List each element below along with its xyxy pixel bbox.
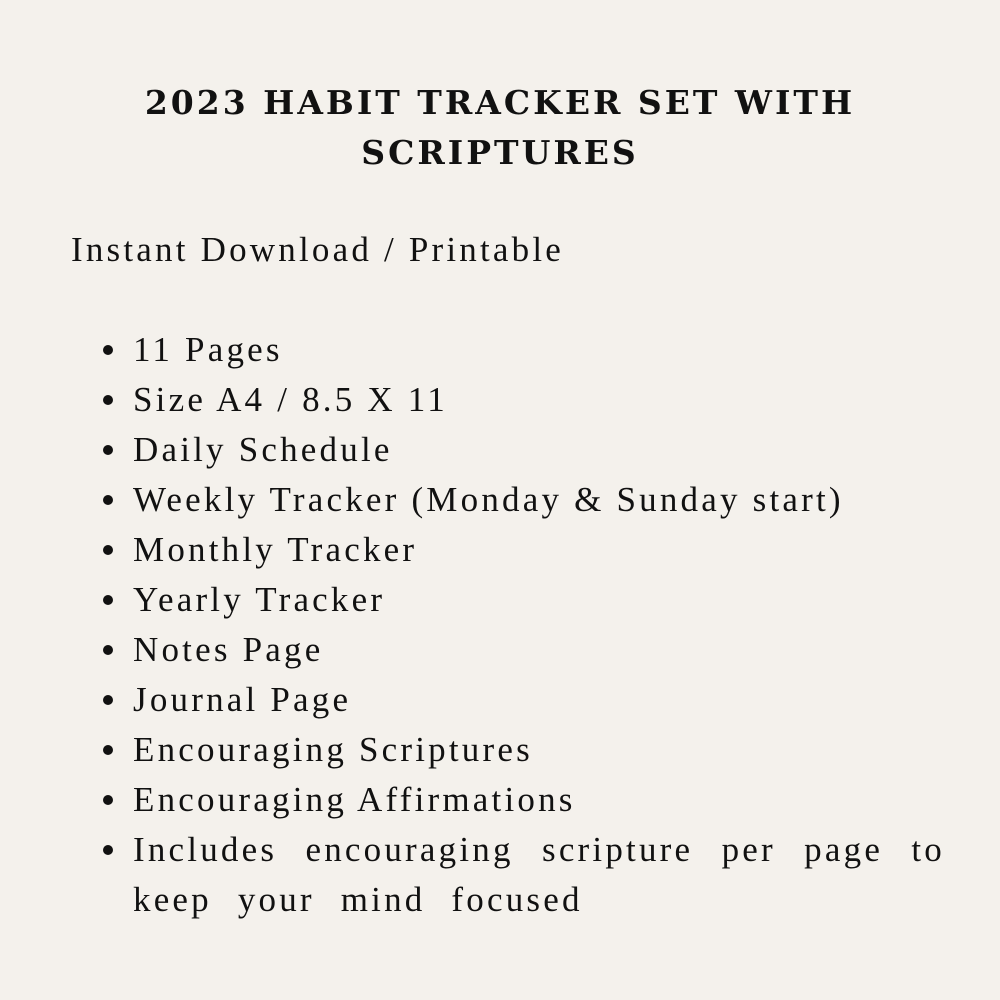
page-title-line-2: SCRIPTURES	[361, 133, 639, 172]
list-item	[100, 825, 945, 925]
bullet-icon	[103, 595, 113, 605]
list-item-label: Includes encouraging scripture per page to keep your mind focused	[133, 830, 945, 919]
list-item	[100, 475, 945, 525]
list-item	[100, 375, 945, 425]
bullet-icon	[103, 445, 113, 455]
list-item	[100, 625, 945, 675]
list-item-label: Encouraging Scriptures	[133, 730, 533, 769]
page-title-line-1: 2023 HABIT TRACKER SET WITH	[144, 83, 856, 122]
bullet-icon	[103, 545, 113, 555]
list-item-label: Weekly Tracker (Monday & Sunday start)	[133, 480, 844, 519]
list-item-label: Notes Page	[133, 630, 324, 669]
list-item	[100, 575, 945, 625]
bullet-icon	[103, 495, 113, 505]
page-title	[0, 78, 1000, 178]
list-item-label: Daily Schedule	[133, 430, 393, 469]
list-item	[100, 425, 945, 475]
list-item	[100, 725, 945, 775]
list-item-label: Size A4 / 8.5 X 11	[133, 380, 448, 419]
bullet-icon	[103, 695, 113, 705]
bullet-icon	[103, 345, 113, 355]
bullet-icon	[103, 845, 113, 855]
list-item	[100, 325, 945, 375]
list-item-label: Yearly Tracker	[133, 580, 386, 619]
bullet-icon	[103, 745, 113, 755]
list-item-label: Encouraging Affirmations	[133, 780, 576, 819]
list-item	[100, 525, 945, 575]
list-item	[100, 675, 945, 725]
subtitle: Instant Download / Printable	[71, 230, 565, 269]
list-item	[100, 775, 945, 825]
bullet-icon	[103, 395, 113, 405]
list-item-label: 11 Pages	[133, 330, 283, 369]
list-item-label: Journal Page	[133, 680, 352, 719]
bullet-icon	[103, 795, 113, 805]
list-item-label: Monthly Tracker	[133, 530, 418, 569]
feature-list	[100, 325, 945, 925]
bullet-icon	[103, 645, 113, 655]
